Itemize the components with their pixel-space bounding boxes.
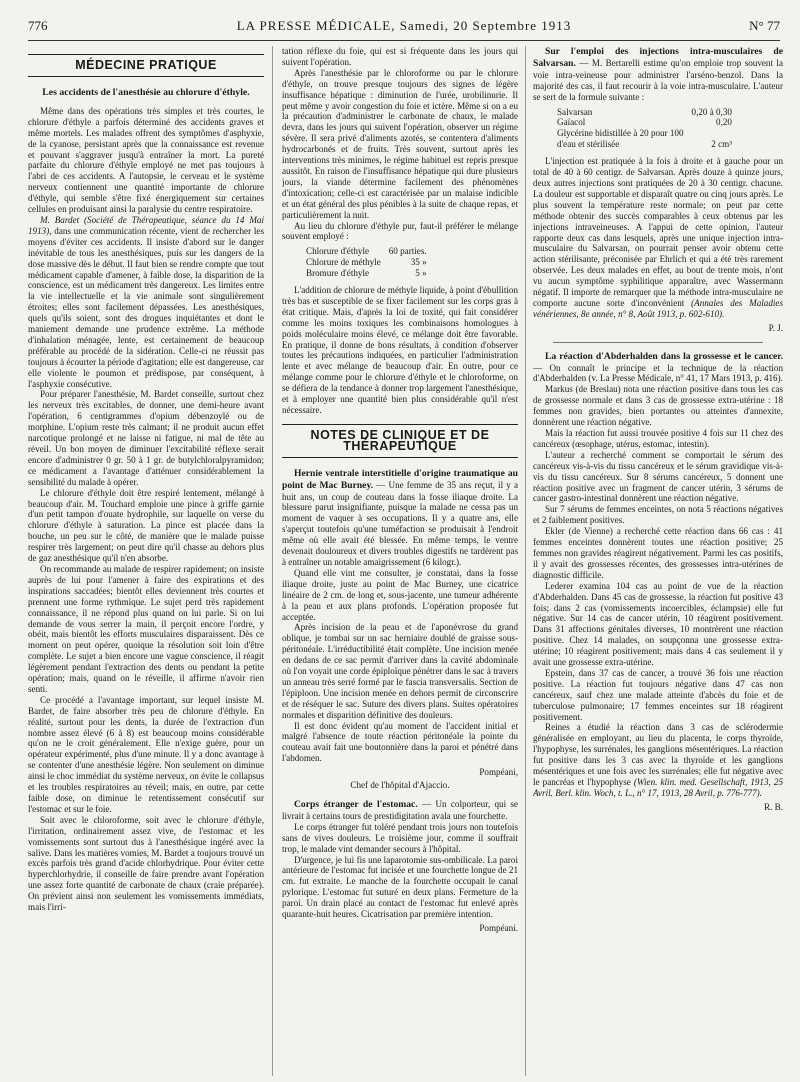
paragraph: Ce procédé a l'avantage important, sur lequel insiste M. Bardet, de faire absorber très peu de chlorure d'éthyle. En réalité, surtout pour les dents, la durée de l'extraction d'un nombre assez élevé (6 à 8) est beaucoup moins considérable qu'on ne le croit généralement. Elle n'exige guère, pour un opérateur expérimenté, plus d'une minute. Il y a donc avantage à se contenter d'une anesthésie légère. Non seulement on diminue ainsi le choc immédiat du système nerveux, on évite le collapsus et les troubles respiratoires au réveil; mais, en outre, par cette faible dose, on diminue le retentissement consécutif sur l'estomac et sur le foie. — [28, 694, 264, 814]
signature: Pompéani, — [479, 767, 518, 778]
paragraph: Lederer examina 104 cas au point de vue de la réaction d'Abderhalden. Dans 45 cas de grossesse, la réaction fut positive 43 fois; dans 2 cas (vomissements incoercibles, éclampsie) elle fut négative. Sur 14 cas de cancer utérin, 10 réagirent positivement. Dans 31 affections génitales diverses, 10 montrèrent une réaction positive. Chez 14 malades, on soupçonna une grossesse extra-utérine; 10 réagirent positivement; mais dans 4 cas seulement il y avait une grossesse extra-utérine. — [533, 580, 783, 668]
running-header — [28, 18, 780, 41]
column-rule-2 — [525, 46, 526, 1076]
table-row: Bromure d'éthyle 5 » — [306, 268, 427, 279]
paragraph: L'injection est pratiquée à la fois à droite et à gauche pour un total de 40 à 60 centigr. de Salvarsan. Après douze à quinze jours, deux autres injections sont pratiquées de 20 à 30 centigr. chacune. La douleur est supportable et disparaît quatre ou cinq jours après. Le plus souvent la température reste normale; on peut par cette méthode obtenir des succès comparables à ceux obtenus par les injections intraveineuses. A l'appui de cette opinion, l'auteur rapporte deux cas dans lesquels, après une unique injection intra-musculaire du Salvarsan, on pourrait penser avoir obtenu cette action stérilisante, préconisée par Ehrlich et qui a été très rarement observée. Les deux malades en effet, au bout de trente mois, n'ont vu aucun symptôme syphilitique apparaître, avec Wassermann négatif. Il importe de remarquer que la méthode intra-musculaire ne comporte aucune sorte d'inconvénient (Annales des Maladies vénériennes, 8e année, n° 8, Août 1913, p. 602-610). — [533, 156, 783, 319]
paragraph: L'addition de chlorure de méthyle liquide, à point d'ébullition très bas et susceptible de se fixer facilement sur les corps gras à état critique. Mais, d'après la loi de toxité, qui fait considérer comme les moins toxiques les combinaisons homologues à poids moléculaire moins élevé, ce mélange doit être favorable. En pratique, il donne de bons résultats, à condition d'observer toutes les précautions indiquées, en particulier l'administration lente et avec mélange de beaucoup d'air. En outre, pour ce mélange comme pour le chlorure d'éthyle et le chloroforme, on se défiera de la tendance à donner trop largement l'anesthésique, et à employer une quantité bien plus considérable qu'il n'est nécessaire. — [282, 285, 518, 415]
table-row: Gaïacol 0,20 — [557, 117, 732, 128]
paragraph: Sur 7 sérums de femmes enceintes, on nota 5 réactions négatives et 2 faiblement positives. — [533, 504, 783, 526]
article-title: Hernie ventrale interstitielle d'origine traumatique au point de Mac Burney. — [282, 467, 518, 491]
article-abderhalden: La réaction d'Abderhalden dans la grossesse et le cancer. — On connaît le principe et la technique de la réaction d'Abderhalden (v. La Presse Médicale, n° 41, 17 Mars 1913, p. 416). — [533, 350, 783, 384]
table-row: Salvarsan 0,20 à 0,30 — [557, 106, 732, 117]
paragraph: Après l'anesthésie par le chloroforme ou par le chlorure d'éthyle, on trouve presque toujours des signes de légère insuffisance hépatique : diminution de l'urée, urobilinurie. Il peut même y avoir congestion du foie et ictère. Même si on a eu la précaution d'administrer le carbonate de chaux, le malade devra, dans les jours qui suivent l'opération, observer un régime sévère. Il sera privé d'aliments azotés, se contentera d'aliments hydrocarbonés et de fruits. Très souvent, surtout après les interventions très minimes, le régime habituel est repris presque aussitôt. En raison de l'insuffisance hépatique qui dure plusieurs jours, la viande détermine facilement des phénomènes d'intoxication; celle-ci est caractérisée par un malaise indicible et un état général des plus pénibles à la suite de chaque repas, et particulièrement la nuit. — [282, 67, 518, 220]
paragraph: Ekler (de Vienne) a recherché cette réaction dans 66 cas : 41 femmes enceintes donnèrent toutes une réaction positive; 25 femmes non gravides réagirent négativement. Parmi les cas positifs, il y avait des grossesses récentes, des grossesses intra-utérines de diagnostic difficile. — [533, 526, 783, 580]
article-title-anesthesie: Les accidents de l'anesthésie au chlorure d'éthyle. — [42, 86, 250, 98]
citation: (Wien. klin. med. Gesellschaft, 1913, 25 Avril. Berl. klin. Woch, t. L., n° 17, 1913, 28 Avril, p. 776-777). — [533, 777, 783, 798]
paragraph: Au lieu du chlorure d'éthyle pur, faut-il préférer le mélange souvent employé : — [282, 220, 518, 242]
signature: Pompéani. — [479, 922, 518, 933]
table-row: Chlorure de méthyle 35 » — [306, 257, 427, 268]
table-row: Chlorure d'éthyle 60 parties. — [306, 246, 427, 257]
article-title: Sur l'emploi des injections intra-musculaires de Salvarsan. — [533, 46, 783, 69]
article-corps-etranger: Corps étranger de l'estomac. — Un colporteur, qui se livrait à certains tours de prestidigitation avala une fourchette. — [282, 799, 518, 821]
column-3 — [533, 46, 783, 1076]
signature-title: Chef de l'hôpital d'Ajaccio. — [350, 780, 450, 791]
section-heading-medecine-pratique: MÉDECINE PRATIQUE — [28, 54, 264, 77]
journal-title: LA PRESSE MÉDICALE, Samedi, 20 Septembre 1913 — [236, 18, 572, 33]
citation: (Annales des Maladies vénériennes, 8e année, n° 8, Août 1913, p. 602-610). — [533, 297, 783, 319]
divider — [553, 342, 763, 343]
paragraph: Après incision de la peau et de l'aponévrose du grand oblique, je tombai sur un sac herniaire doublé de graisse sous-péritonéale. L'irréductibilité était complète. Une incision menée en dedans de ce sac permit d'arriver dans la cavité abdominale où l'on voyait une corde épiploïque pénétrer dans le sac à travers un anneau très serré formé par le fascia transversalis. Section de l'épiploon. Une incision menée en dehors permit de circonscrire et de réséquer le sac. Suture des divers plans. Suites opératoires normales et disparition définitive des douleurs. — [282, 622, 518, 720]
paragraph: L'auteur a recherché comment se comportait le sérum des cancéreux vis-à-vis du tissu cancéreux et le sérum gravidique vis-à-vis du tissu cancéreux. Sur 8 sérums cancéreux, 5 donnent une réaction positive avec un fragment de cancer utérin, 3 sérums de cancer gastro-intestinal donnèrent une réaction négative. — [533, 449, 783, 504]
section-heading-notes-clinique: NOTES DE CLINIQUE ET DE THÉRAPEUTIQUE — [282, 424, 518, 458]
page-number: 776 — [28, 18, 48, 33]
paragraph: D'urgence, je lui fis une laparotomie sus-ombilicale. La paroi antérieure de l'estomac fut incisée et une fourchette longue de 21 cm. fut extraite. Le manche de la fourchette occupait le canal pylorique. L'estomac fut suturé en deux plans. Fermeture de la paroi. Un drain placé au contact de l'estomac fut enlevé après quarante-huit heures. Cicatrisation par première intention. — [282, 854, 518, 920]
formula-table — [553, 107, 736, 151]
paragraph: tation réflexe du foie, qui est si fréquente dans les jours qui suivent l'opération. — [282, 46, 518, 67]
paragraph: Markus (de Breslau) nota une réaction positive dans tous les cas de grossesse normale et dans 3 cas de grossesse extra-utérine : 18 femmes non gravides, bien portantes ou atteintes d'annexite, donnèrent une réaction négative. — [533, 384, 783, 428]
paragraph: Mais la réaction fut aussi trouvée positive 4 fois sur 11 chez des cancéreux (œsophage, utérus, estomac, intestin). — [533, 428, 783, 449]
paragraph: Soit avec le chloroforme, soit avec le chlorure d'éthyle, l'irritation, ordinairement assez vive, de l'estomac et les vomissements sont surtout dus à l'anesthésique ingéré avec la salive. Dans les matières vomies, M. Bardet a toujours trouvé un excès parfois très grand d'acide chlorhydrique. Pour éviter cette hyperchlorhydrie, il conseille de faire prendre avant l'opération une assez forte quantité de carbonate de chaux (craie préparée). On prévient ainsi non seulement les vomissements immédiats, mais l'irri- — [28, 814, 264, 913]
paragraph: Le chlorure d'éthyle doit être respiré lentement, mélangé à beaucoup d'air. M. Touchard emploie une pince à griffe garnie d'un petit tampon d'ouate hydrophile, sur laquelle on verse du chlorure d'éthyle à saturation. La pince est placée dans la bouche, un peu sur le côté, de manière que le malade puisse respirer très largement; on peut dire qu'il chasse au dehors plus de gaz anesthésique qu'il n'en absorbe. — [28, 487, 264, 564]
table-row: Glycérine bidistillée à 20 pour 100 — [557, 128, 684, 139]
article-title: Corps étranger de l'estomac. — [294, 799, 418, 810]
issue-number: N° 77 — [749, 18, 780, 33]
paragraph: Il est donc évident qu'au moment de l'accident initial et malgré l'absence de toute réaction péritonéale la pointe du couteau avait fait une boutonnière dans la paroi et pénétré dans l'abdomen. — [282, 720, 518, 764]
article-hernie: Hernie ventrale interstitielle d'origine traumatique au point de Mac Burney. — Une femme de 35 ans reçut, il y a huit ans, un coup de couteau dans la fosse iliaque droite. La blessure parut insignifiante, puisque la malade ne cessa pas un moment de vaquer à ses occupations. Il y a quatre ans, elle s'aperçut toutefois qu'une tuméfaction se produisait à l'endroit même où elle avait été blessée. En même temps, le ventre devenait douloureux et divers troubles digestifs ne tardèrent pas à entraîner un notable amaigrissement (6 kilogr.). — [282, 467, 518, 567]
mixture-table — [302, 246, 431, 279]
paragraph: M. Bardet (Société de Thérapeutique, séance du 14 Mai 1913), dans une communication récente, vient de rechercher les moyens d'éviter ces accidents. Il insiste d'abord sur le danger inévitable de tous les anesthésiques, puis sur les dangers de la dose massive dès le début. Il faut bien se rendre compte que tout médicament capable d'amener, à faible dose, la disparition de la conscience, est un médicament très dangereux. Les limites entre la vie intellectuelle et la vie animale sont singulièrement étroites; elles sont facilement dépassées. Les anesthésiques, quels qu'ils soient, sont des drogues inquiétantes et dont le maniement demande une prudence extrême. La méthode d'inhalation ménagée, lente, est certainement de beaucoup préférable au procédé de la sidération. Celle-ci ne réussit pas toujours à écourter la période d'agitation; elle est dangereuse, car elle violente le poumon et prédispose, par conséquent, à l'asphyxie consécutive. — [28, 214, 264, 389]
column-rule-1 — [272, 46, 273, 1076]
paragraph: Même dans des opérations très simples et très courtes, le chlorure d'éthyle a parfois déterminé des accidents graves et même mortels. Les malades offrent des symptômes d'asphyxie, de la cyanose, persistant après que la connaissance est revenue et pouvant s'aggraver jusqu'à entraîner la mort. La pureté parfaite du chlorure d'éthyle employé ne met pas toujours à l'abri de ces accidents. A l'autopsie, le cerveau et le système nerveux contiennent une quantité importante de chlorure d'éthyle, qui semble s'être fixé énergiquement sur certaines cellules en produisant ainsi la paralysie du centre respiratoire. — [28, 105, 264, 215]
author-name: M. Bardet — [40, 214, 80, 225]
paragraph: Epstein, dans 37 cas de cancer, a trouvé 36 fois une réaction positive. La réaction fut toujours négative dans 47 cas non cancéreux, sauf chez une malade atteinte d'abcès du foie et de tuberculose pulmonaire; 17 femmes enceintes sur 18 réagirent positivement. — [533, 667, 783, 722]
article-title: La réaction d'Abderhalden dans la grossesse et le cancer. — [545, 350, 783, 362]
paragraph: Reines a étudié la réaction dans 3 cas de sclérodermie généralisée en employant, au lieu du placenta, le corps thyroïde, l'hypophyse, les surrénales, les ganglions mésentériques. La réaction fut positive dans les 3 cas avec la thyroïde et les ganglions mésentériques et une fois avec les surrénales; elle fut négative avec le pancréas et l'hypophyse (Wien. klin. med. Gesellschaft, 1913, 25 Avril. Berl. klin. Woch, t. L., n° 17, 1913, 28 Avril, p. 776-777). — [533, 722, 783, 798]
paragraph: Le corps étranger fut toléré pendant trois jours non toutefois sans de vives douleurs. Le troisième jour, comme il souffrait trop, le malade vint demander secours à l'hôpital. — [282, 821, 518, 854]
citation: (Société de Thérapeutique, séance du 14 Mai 1913), — [28, 214, 264, 236]
column-2 — [282, 46, 518, 1076]
signature: P. J. — [768, 322, 783, 333]
paragraph: On recommande au malade de respirer rapidement; on insiste auprès de lui pour l'amener à faire des expirations et des inspirations saccadées; bientôt elles deviennent très courtes et prennent une forme rythmique. Le sujet perd très rapidement connaissance, il ne répond plus quand on lui parle. Si on lui demande de vous serrer la main, il perçoit encore l'ordre, y obéit, mais bientôt les efforts musculaires disparaissent. Dès ce moment on peut opérer, quoique la résolution soit loin d'être complète. Le sujet a bien encore une vague conscience, il réagit légèrement pendant l'extraction des dents ou pendant la petite opération; mais, quand on le réveille, il affirme n'avoir rien senti. — [28, 563, 264, 694]
article-salvarsan: Sur l'emploi des injections intra-musculaires de Salvarsan. — M. Bertarelli estime qu'on emploie trop souvent la voie intra-veineuse pour administrer l'arséno-benzol. Dans la majorité des cas, il faut recourir à la voie intra-musculaire. L'auteur se sert de la formule suivante : — [533, 46, 783, 102]
signature: R. B. — [764, 801, 783, 812]
column-1 — [28, 46, 264, 1076]
table-row: d'eau et stérilisée 2 cm³ — [557, 139, 732, 150]
paragraph: Pour préparer l'anesthésie, M. Bardet conseille, surtout chez les nerveux très excitables, de donner, une demi-heure avant l'opération, 6 centigrammes d'opium débenzoylé ou de morphine. L'opium reste très calmant; il ne produit aucun effet narcotique prolongé et ne laisse ni fatigue, ni mal de tête au réveil. Un bon moyen de diminuer l'excitabilité réflexe serait encore d'administrer 0 gr. 50 à 1 gr. de butylchloralpyramidon; ce médicament a l'avantage d'atténuer considérablement la sensibilité du malade à opérer. — [28, 389, 264, 487]
paragraph: Quand elle vint me consulter, je constatai, dans la fosse iliaque droite, juste au point de Mac Burney, une cicatrice linéaire de 2 cm. de long et, sous-jacente, une tumeur adhérente à la peau et aux plans profonds. L'opération proposée fut acceptée. — [282, 567, 518, 622]
